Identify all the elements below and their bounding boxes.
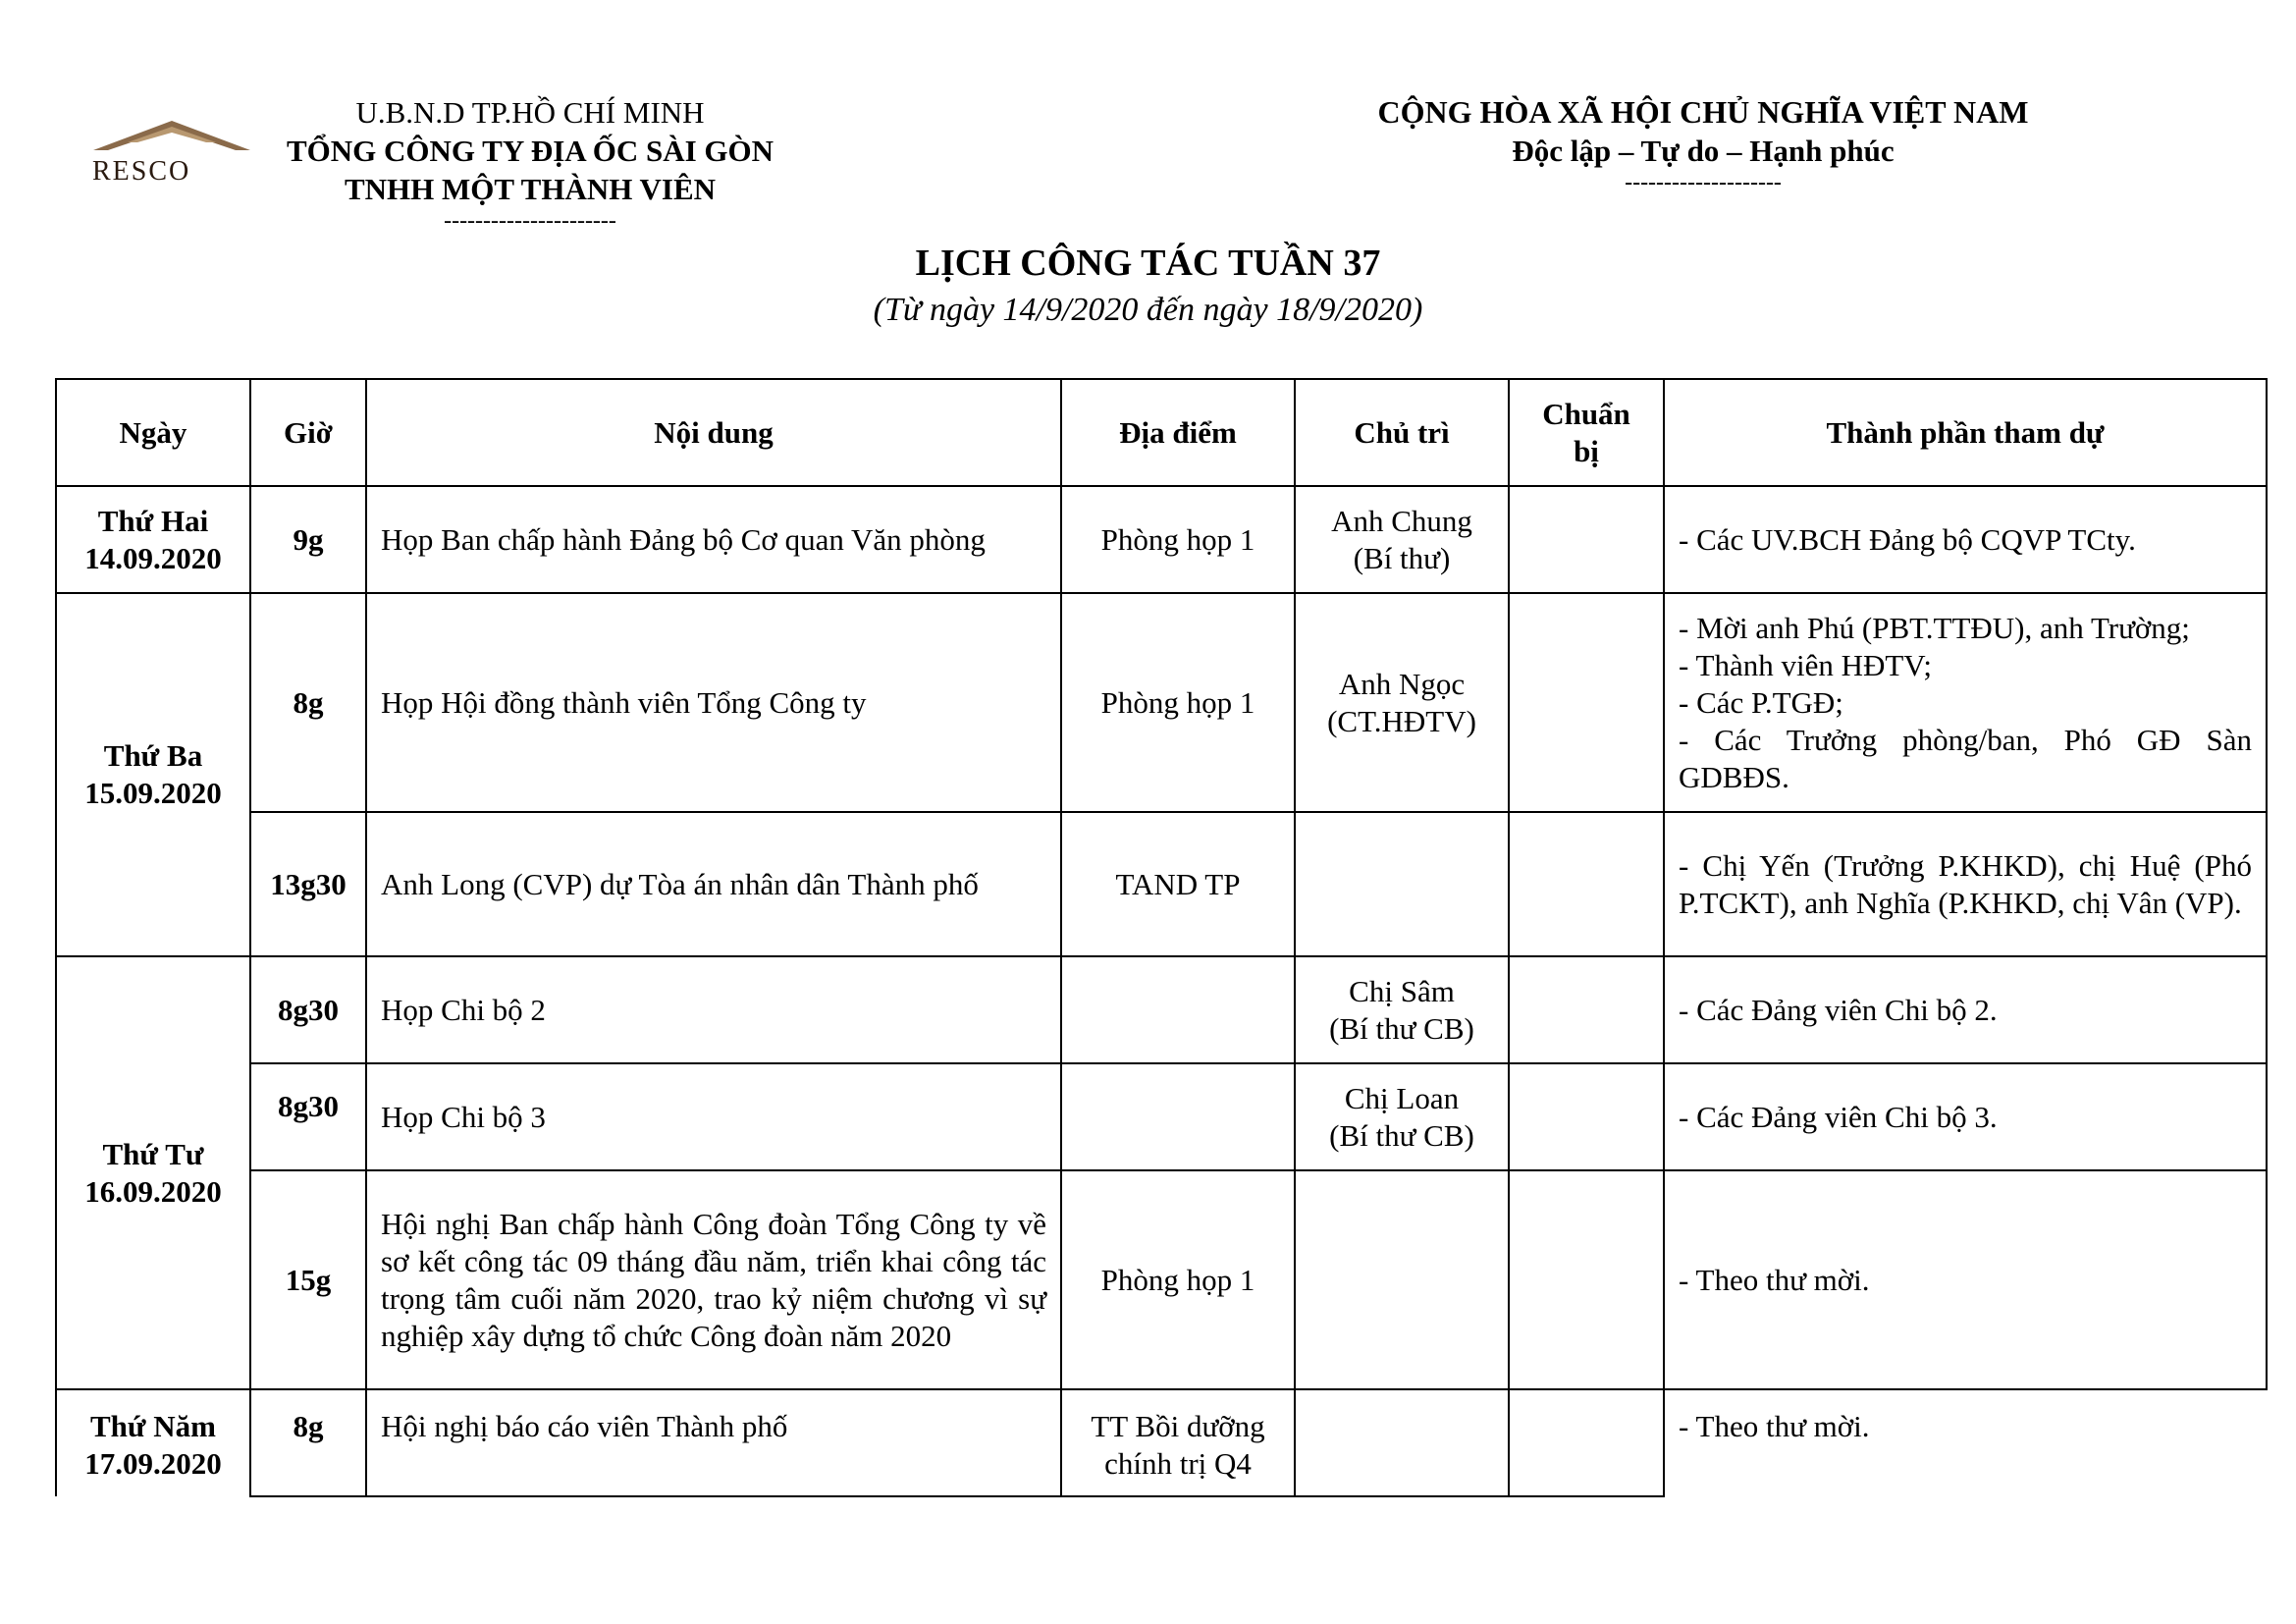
day-cell-tue xyxy=(56,593,250,956)
participants-cell xyxy=(1664,1389,2267,1496)
chair-cell xyxy=(1295,1063,1509,1170)
chair-role: (CT.HĐTV) xyxy=(1327,703,1476,738)
location-cell: Phòng họp 1 xyxy=(1061,486,1295,593)
content-cell: Hội nghị Ban chấp hành Công đoàn Tổng Công ty về sơ kết công tác 09 tháng đầu năm, triển khai công tác trọng tâm cuối năm 2020, trao kỷ niệm chương vì sự nghiệp xây dựng tổ chức Công đoàn năm 2020 xyxy=(366,1170,1061,1389)
chair-name: Anh Ngọc xyxy=(1338,666,1466,701)
content-cell: Họp Chi bộ 3 xyxy=(366,1063,1061,1170)
table-row xyxy=(56,812,2267,956)
participants-cell xyxy=(1664,1170,2267,1389)
page-title: LỊCH CÔNG TÁC TUẦN 37 xyxy=(915,243,1381,284)
col-header-prep-line-1: Chuẩn xyxy=(1542,396,1630,431)
participant-line: - Các Trưởng phòng/ban, Phó GĐ Sàn GDBĐS. xyxy=(1679,722,2252,794)
chair-role: (Bí thư) xyxy=(1353,540,1451,575)
table-row xyxy=(56,1389,2267,1496)
national-divider: -------------------- xyxy=(1625,170,1782,195)
participant-line: - Theo thư mời. xyxy=(1679,1262,1870,1297)
day-cell-mon xyxy=(56,486,250,593)
time-cell: 9g xyxy=(250,486,366,593)
roof-icon xyxy=(88,113,255,162)
prep-cell xyxy=(1509,956,1664,1063)
time-cell: 8g30 xyxy=(250,956,366,1063)
day-name: Thứ Hai xyxy=(97,503,209,538)
chair-cell xyxy=(1295,1389,1509,1496)
participant-line: - Các Đảng viên Chi bộ 3. xyxy=(1679,1099,1998,1134)
schedule-table xyxy=(55,378,2268,1497)
content-cell: Họp Ban chấp hành Đảng bộ Cơ quan Văn phòng xyxy=(366,486,1061,593)
participants-cell xyxy=(1664,956,2267,1063)
chair-cell xyxy=(1295,486,1509,593)
col-header-participants: Thành phần tham dự xyxy=(1664,379,2267,486)
participant-line: - Theo thư mời. xyxy=(1679,1409,1870,1443)
table-row xyxy=(56,486,2267,593)
chair-cell xyxy=(1295,956,1509,1063)
chair-cell xyxy=(1295,1170,1509,1389)
participant-line: - Các Đảng viên Chi bộ 2. xyxy=(1679,992,1998,1027)
day-name: Thứ Ba xyxy=(103,738,203,773)
table-header-row xyxy=(56,379,2267,486)
day-date: 15.09.2020 xyxy=(84,776,222,810)
col-header-prep xyxy=(1509,379,1664,486)
time-cell: 8g xyxy=(250,593,366,812)
prep-cell xyxy=(1509,1170,1664,1389)
participant-line: - Chị Yến (Trưởng P.KHKD), chị Huệ (Phó P.TCKT), anh Nghĩa (P.KHKD, chị Vân (VP). xyxy=(1679,847,2252,920)
prep-cell xyxy=(1509,593,1664,812)
day-cell-wed xyxy=(56,956,250,1389)
table-row xyxy=(56,1063,2267,1170)
location-cell: TAND TP xyxy=(1061,812,1295,956)
chair-name: Chị Sâm xyxy=(1349,973,1455,1008)
col-header-chair: Chủ trì xyxy=(1295,379,1509,486)
time-cell: 8g xyxy=(250,1389,366,1496)
day-name: Thứ Tư xyxy=(102,1136,204,1171)
page-subtitle: (Từ ngày 14/9/2020 đến ngày 18/9/2020) xyxy=(873,292,1423,328)
location-cell xyxy=(1061,1389,1295,1496)
participant-line: - Thành viên HĐTV; xyxy=(1679,647,1932,682)
col-header-time: Giờ xyxy=(250,379,366,486)
resco-logo xyxy=(88,113,255,187)
chair-cell xyxy=(1295,593,1509,812)
day-date: 16.09.2020 xyxy=(84,1173,222,1209)
location-line: chính trị Q4 xyxy=(1104,1446,1252,1481)
col-header-content: Nội dung xyxy=(366,379,1061,486)
day-cell-thu xyxy=(56,1389,250,1496)
chair-name: Anh Chung xyxy=(1331,503,1472,538)
chair-name: Chị Loan xyxy=(1344,1080,1460,1115)
chair-cell xyxy=(1295,812,1509,956)
table-row xyxy=(56,593,2267,812)
participants-cell xyxy=(1664,486,2267,593)
col-header-location: Địa điểm xyxy=(1061,379,1295,486)
prep-cell xyxy=(1509,812,1664,956)
location-cell: Phòng họp 1 xyxy=(1061,593,1295,812)
participants-cell xyxy=(1664,812,2267,956)
participant-line: - Các UV.BCH Đảng bộ CQVP TCty. xyxy=(1679,521,2136,557)
location-cell xyxy=(1061,956,1295,1063)
participant-line: - Các P.TGĐ; xyxy=(1679,684,1843,720)
national-title: CỘNG HÒA XÃ HỘI CHỦ NGHĨA VIỆT NAM xyxy=(1377,94,2029,130)
content-cell: Họp Hội đồng thành viên Tổng Công ty xyxy=(366,593,1061,812)
day-date: 14.09.2020 xyxy=(84,540,222,575)
participants-cell xyxy=(1664,1063,2267,1170)
chair-role: (Bí thư CB) xyxy=(1329,1117,1474,1153)
chair-role: (Bí thư CB) xyxy=(1329,1010,1474,1046)
col-header-prep-line-2: bị xyxy=(1574,433,1599,468)
time-cell xyxy=(250,1063,366,1170)
org-divider: ---------------------- xyxy=(444,208,616,234)
time-cell: 15g xyxy=(250,1170,366,1389)
table-row xyxy=(56,1170,2267,1389)
logo-text: RESCO xyxy=(92,156,191,187)
participant-line: - Mời anh Phú (PBT.TTĐU), anh Trường; xyxy=(1679,610,2190,645)
day-name: Thứ Năm xyxy=(90,1409,216,1443)
org-line-3: TNHH MỘT THÀNH VIÊN xyxy=(344,172,717,206)
content-cell: Hội nghị báo cáo viên Thành phố xyxy=(366,1389,1061,1496)
time-cell: 13g30 xyxy=(250,812,366,956)
org-line-1: U.B.N.D TP.HỒ CHÍ MINH xyxy=(355,95,705,130)
time-text: 8g30 xyxy=(278,1088,339,1123)
prep-cell xyxy=(1509,1063,1664,1170)
col-header-day: Ngày xyxy=(56,379,250,486)
location-cell: Phòng họp 1 xyxy=(1061,1170,1295,1389)
org-line-2: TỔNG CÔNG TY ĐỊA ỐC SÀI GÒN xyxy=(286,134,774,168)
national-header xyxy=(1315,93,2091,195)
location-cell xyxy=(1061,1063,1295,1170)
national-motto: Độc lập – Tự do – Hạnh phúc xyxy=(1512,134,1895,168)
prep-cell xyxy=(1509,1389,1664,1496)
content-cell: Anh Long (CVP) dự Tòa án nhân dân Thành phố xyxy=(366,812,1061,956)
prep-cell xyxy=(1509,486,1664,593)
day-date: 17.09.2020 xyxy=(84,1446,222,1481)
location-line: TT Bồi dưỡng xyxy=(1091,1409,1265,1443)
participants-cell xyxy=(1664,593,2267,812)
content-cell: Họp Chi bộ 2 xyxy=(366,956,1061,1063)
table-row xyxy=(56,956,2267,1063)
